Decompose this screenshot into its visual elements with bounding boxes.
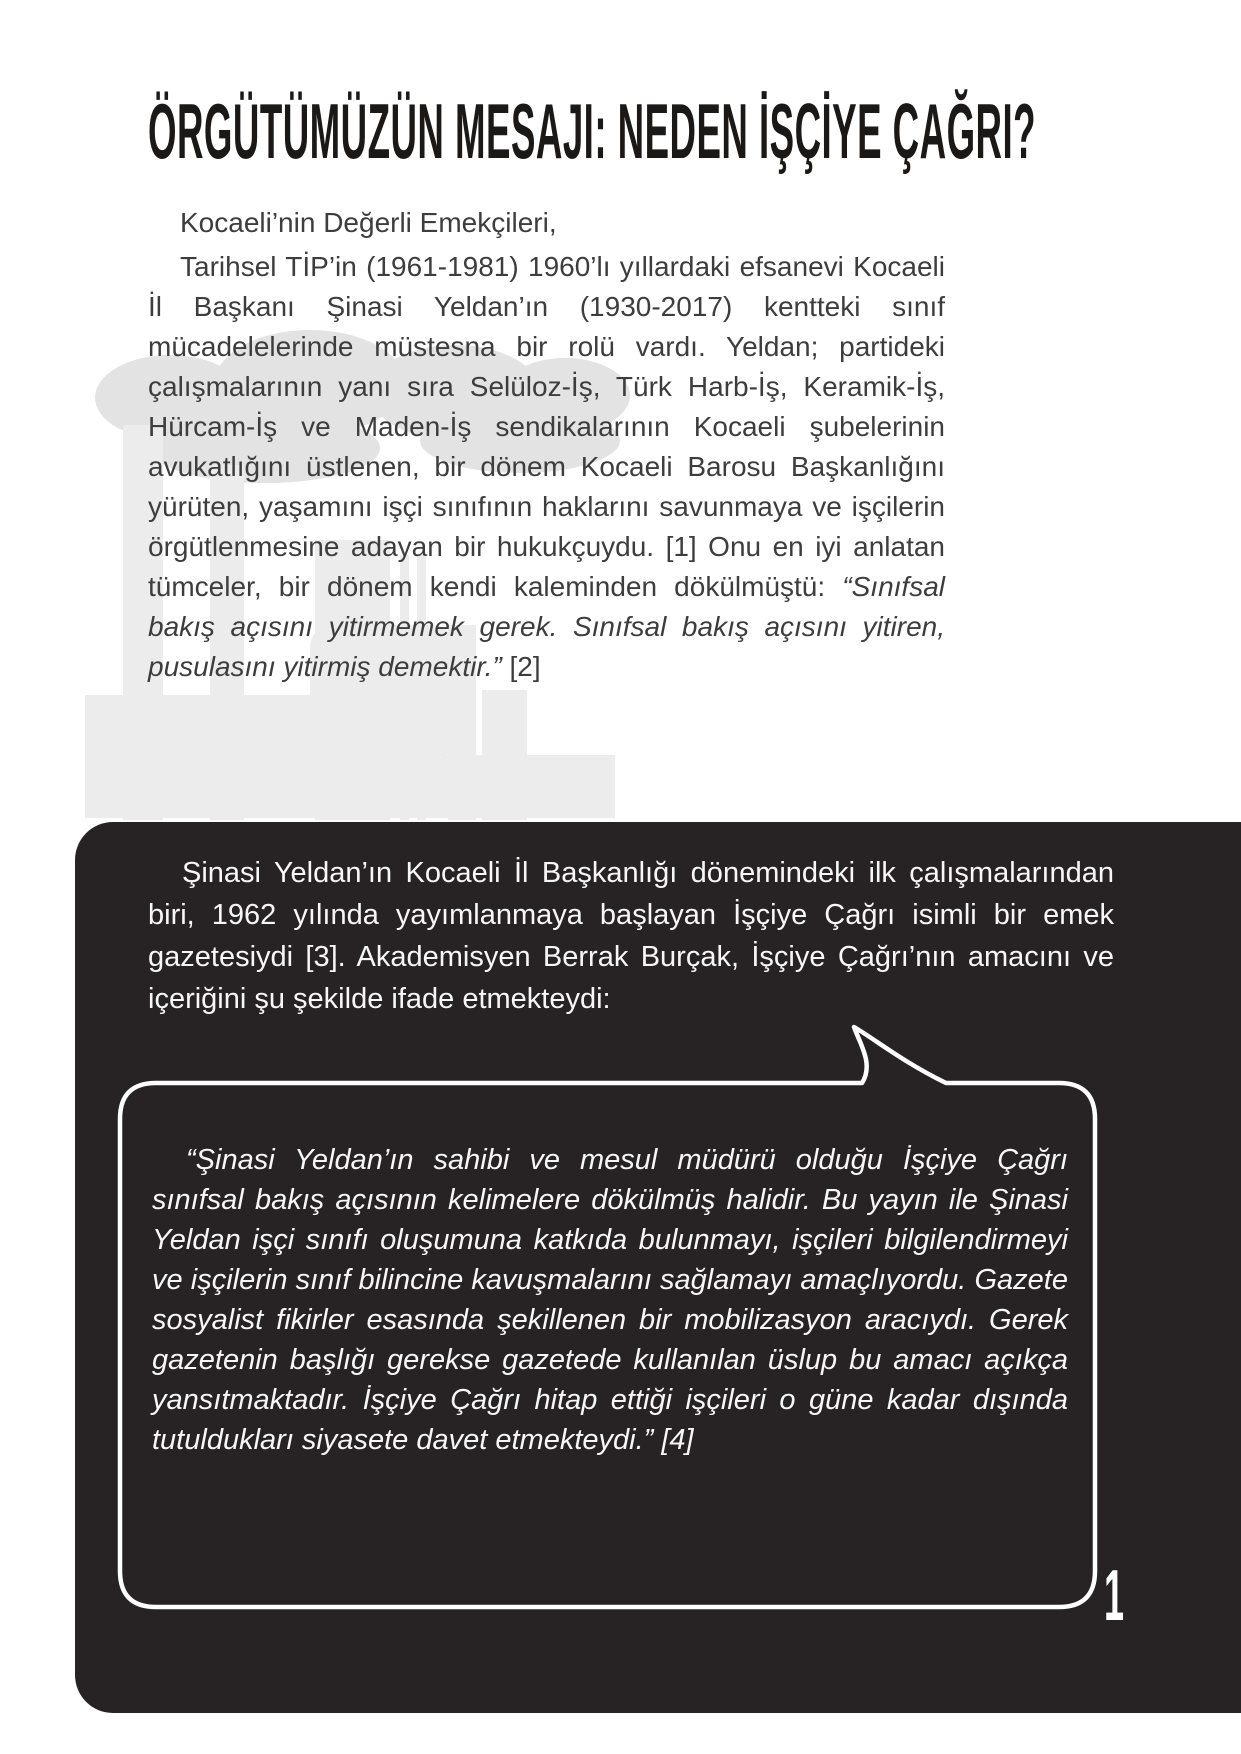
- factory-base-shape: [85, 755, 615, 818]
- intro-citation: [2]: [501, 651, 541, 682]
- page-number: 1: [1104, 1556, 1125, 1636]
- dark-panel-paragraph: Şinasi Yeldan’ın Kocaeli İl Başkanlığı dönemindeki ilk çalışmalarından biri, 1962 yılında yayımlanmaya başlayan İşçiye Çağrı isimli bir emek gazetesiydi [3]. Akademisyen Berrak Burçak, İşçiye Çağrı’nın amacını ve içeriğini şu şekilde ifade etmekteydi:: [148, 857, 1114, 1015]
- intro-paragraph-text: Tarihsel TİP’in (1961-1981) 1960’lı yıllardaki efsanevi Kocaeli İl Başkanı Şinasi Yeldan’ın (1930-2017) kentteki sınıf mücadelelerinde müstesna bir rolü vardı. Yeldan; partideki çalışmalarının yanı sıra Selüloz-İş, Türk Harb-İş, Keramik-İş, Hürcam-İş ve Maden-İş sendikalarının Kocaeli şubelerinin avukatlığını üstlenen, bir dönem Kocaeli Barosu Başkanlığını yürüten, yaşamını işçi sınıfının haklarını savunmaya ve işçilerin örgütlenmesine adayan bir hukukçuydu. [1] Onu en iyi anlatan tümceler, bir dönem kendi kaleminden dökülmüştü:: [148, 251, 945, 602]
- page-title: ÖRGÜTÜMÜZÜN MESAJI: NEDEN İŞÇİYE ÇAĞRI?: [148, 87, 1037, 175]
- greeting-line: Kocaeli’nin Değerli Emekçileri,: [180, 207, 557, 238]
- bubble-quote-text: “Şinasi Yeldan’ın sahibi ve mesul müdürü olduğu İşçiye Çağrı sınıfsal bakış açısının kelimelere dökülmüş halidir. Bu yayın ile Şinasi Yeldan işçi sınıfı oluşumuna katkıda bulunmayı, işçileri bilgilendirmeyi ve işçilerin sınıf bilincine kavuşmalarını sağlamayı amaçlıyordu. Gazete sosyalist fikirler esasında şekillenen bir mobilizasyon aracıydı. Gerek gazetenin başlığı gerekse gazetede kullanılan üslup bu amacı açıkça yansıtmaktadır. İşçiye Çağrı hitap ettiği işçileri o güne kadar dışında tutuldukları siyasete davet etmekteydi.” [4]: [152, 1144, 1068, 1456]
- intro-inline-quote: “Sınıfsal bakış açısını yitirmemek gerek. Sınıfsal bakış açısını yitiren, pusulasını yitirmiş demektir.”: [148, 571, 945, 682]
- intro-paragraph: [148, 247, 945, 687]
